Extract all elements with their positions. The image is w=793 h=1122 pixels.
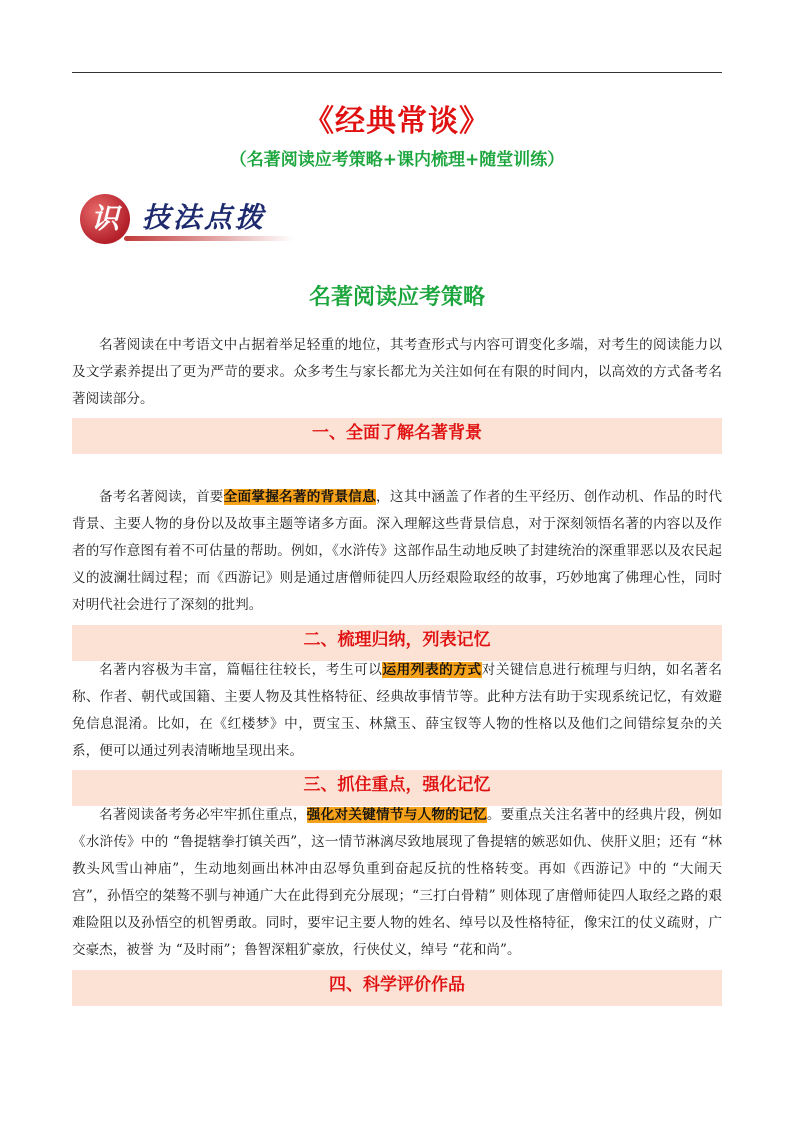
paragraph-text: 备考名著阅读，首要 [99,489,224,505]
paragraph-text: 。要重点关注名著中的经典片段，例如《水浒传》中的 “鲁提辖拳打镇关西”，这一情节淋漓尽致地展现了鲁提辖的嫉恶如仇、侠肝义胆；还有 “林教头风雪山神庙”，生动地刻画出林冲由忍辱负重到奋起反抗的性格转变。再如《西游记》中的 “大闹天宫”，孙悟空的桀骜不驯与神通广大在此得到充分展现；“三打白骨精” 则体现了唐僧师徒四人取经之路的艰难险阻以及孙悟空的机智勇敢。同时，要牢记主要人物的姓名、绰号以及性格特征，像宋江的仗义疏财，广交豪杰，被誉 为 “及时雨”；鲁智深粗犷豪放，行侠仗义，绰号 “花和尚”。 [72,807,723,958]
section-paragraph-1 [72,484,722,619]
paragraph-text: 对关键信息进行梳理与归纳，如名著名称、作者、朝代或国籍、主要人物及其性格特征、经典故事情节等。此种方法有助于实现系统记忆，有效避免信息混淆。比如，在《红楼梦》中，贾宝玉、林黛玉、薛宝钗等人物的性格以及他们之间错综复杂的关系，便可以通过列表清晰地呈现出来。 [72,662,723,759]
section-paragraph-3 [72,802,722,964]
section-heading-2: 二、梳理归纳，列表记忆 [72,625,722,661]
badge-label: 技法点拨 [142,201,267,234]
section-heading-3: 三、抓住重点，强化记忆 [72,770,722,806]
section-paragraph-2 [72,657,722,765]
intro-paragraph: 名著阅读在中考语文中占据着举足轻重的地位，其考查形式与内容可谓变化多端，对考生的阅读能力以及文学素养提出了更为严苛的要求。众多考生与家长都尤为关注如何在有限的时间内，以高效的方式备考名著阅读部分。 [72,337,722,407]
paragraph-text: 名著阅读备考务必牢牢抓住重点， [99,807,307,823]
highlight-text: 运用列表的方式 [382,662,482,678]
header-rule [72,72,722,73]
highlight-text: 全面掌握名著的背景信息 [223,489,377,505]
paragraph-text: 名著内容极为丰富，篇幅往往较长，考生可以 [99,662,383,678]
page-title: 《经典常谈》 [304,104,490,139]
paragraph-text: ，这其中涵盖了作者的生平经历、创作动机、作品的时代背景、主要人物的身份以及故事主题等诸多方面。深入理解这些背景信息，对于深刻领悟名著的内容以及作者的写作意图有着不可估量的帮助。例如，《水浒传》这部作品生动地反映了封建统治的深重罪恶以及农民起义的波澜壮阔过程；而《西游记》则是通过唐僧师徒四人历经艰险取经的故事，巧妙地寓了佛理心性，同时对明代社会进行了深刻的批判。 [72,489,723,613]
section-heading-1: 一、全面了解名著背景 [72,418,722,454]
section-title: 名著阅读应考策略 [308,285,485,310]
section-heading-4: 四、科学评价作品 [72,970,722,1006]
technique-badge [80,190,310,250]
badge-seal-icon: 识 [80,194,130,244]
highlight-text: 强化对关键情节与人物的记忆 [306,807,487,823]
badge-brush-stroke [124,236,294,241]
page-subtitle: （名著阅读应考策略+课内梳理+随堂训练） [229,150,565,170]
